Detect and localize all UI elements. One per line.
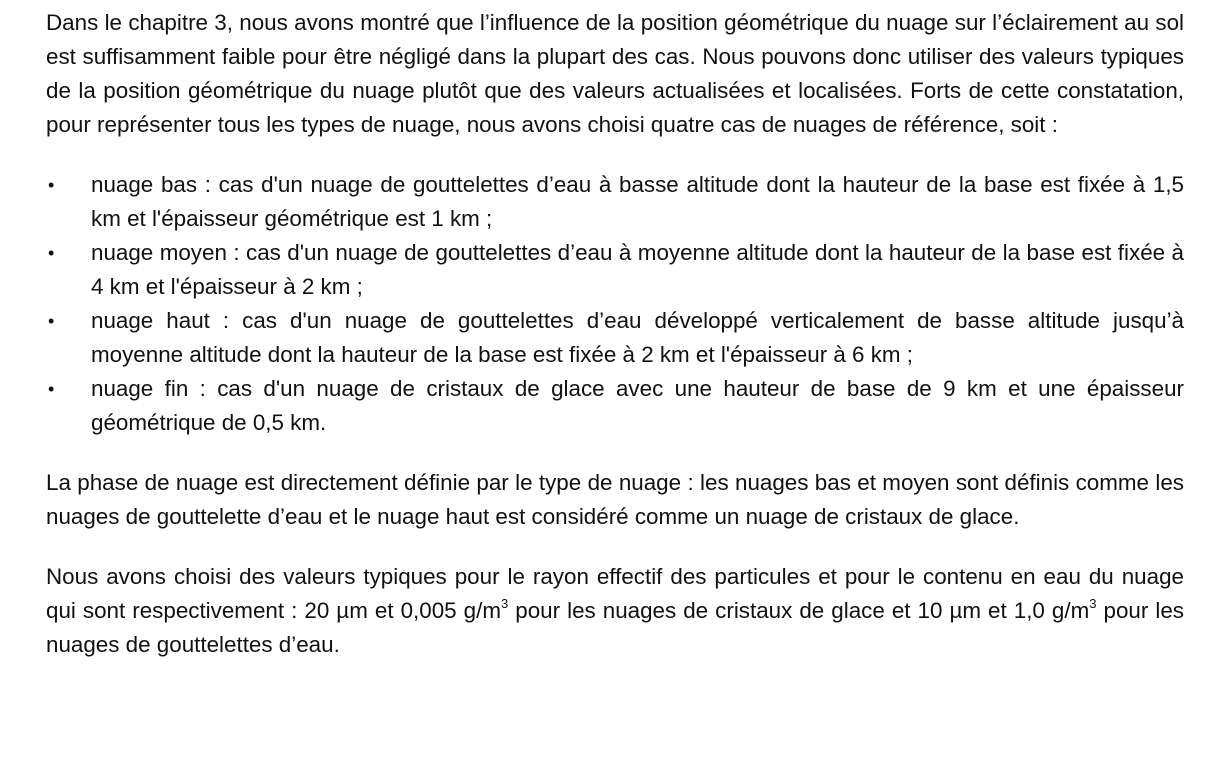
values-text-3: pour les nuages de gouttelettes d’eau. <box>46 598 1184 657</box>
list-item <box>46 372 1184 440</box>
bullet-icon: • <box>48 311 55 331</box>
superscript-cubed: 3 <box>500 596 509 611</box>
bullet-icon: • <box>48 175 55 195</box>
cloud-case-high: nuage haut : cas d'un nuage de gouttelettes d’eau développé verticalement de basse altitude jusqu’à moyenne altitude dont la hauteur de la base est fixée à 2 km et l'épaisseur à 6 km ; <box>91 308 1184 367</box>
list-item <box>46 168 1184 236</box>
values-text-2: pour les nuages de cristaux de glace et 10 µm et 1,0 g/m <box>508 598 1090 623</box>
list-item <box>46 236 1184 304</box>
cloud-case-list <box>46 168 1184 440</box>
bullet-icon: • <box>48 379 55 399</box>
intro-paragraph: Dans le chapitre 3, nous avons montré que l’influence de la position géométrique du nuage sur l’éclairement au sol est suffisamment faible pour être négligé dans la plupart des cas. Nous pouvons donc utiliser des valeurs typiques de la position géométrique du nuage plutôt que des valeurs actualisées et localisées. Forts de cette constatation, pour représenter tous les types de nuage, nous avons choisi quatre cas de nuages de référence, soit : <box>46 10 1184 137</box>
values-paragraph <box>46 560 1184 662</box>
phase-paragraph: La phase de nuage est directement définie par le type de nuage : les nuages bas et moyen sont définis comme les nuages de gouttelette d’eau et le nuage haut est considéré comme un nuage de cristaux de glace. <box>46 470 1184 529</box>
bullet-icon: • <box>48 243 55 263</box>
list-item <box>46 304 1184 372</box>
cloud-case-mid: nuage moyen : cas d'un nuage de gouttelettes d’eau à moyenne altitude dont la hauteur de la base est fixée à 4 km et l'épaisseur à 2 km ; <box>91 240 1184 299</box>
cloud-case-low: nuage bas : cas d'un nuage de gouttelettes d’eau à basse altitude dont la hauteur de la base est fixée à 1,5 km et l'épaisseur géométrique est 1 km ; <box>91 172 1184 231</box>
cloud-case-thin: nuage fin : cas d'un nuage de cristaux de glace avec une hauteur de base de 9 km et une épaisseur géométrique de 0,5 km. <box>91 376 1184 435</box>
document-page <box>46 6 1184 662</box>
values-text-1: Nous avons choisi des valeurs typiques pour le rayon effectif des particules et pour le contenu en eau du nuage qui sont respectivement : 20 µm et 0,005 g/m <box>46 564 1184 623</box>
superscript-cubed: 3 <box>1089 596 1097 611</box>
